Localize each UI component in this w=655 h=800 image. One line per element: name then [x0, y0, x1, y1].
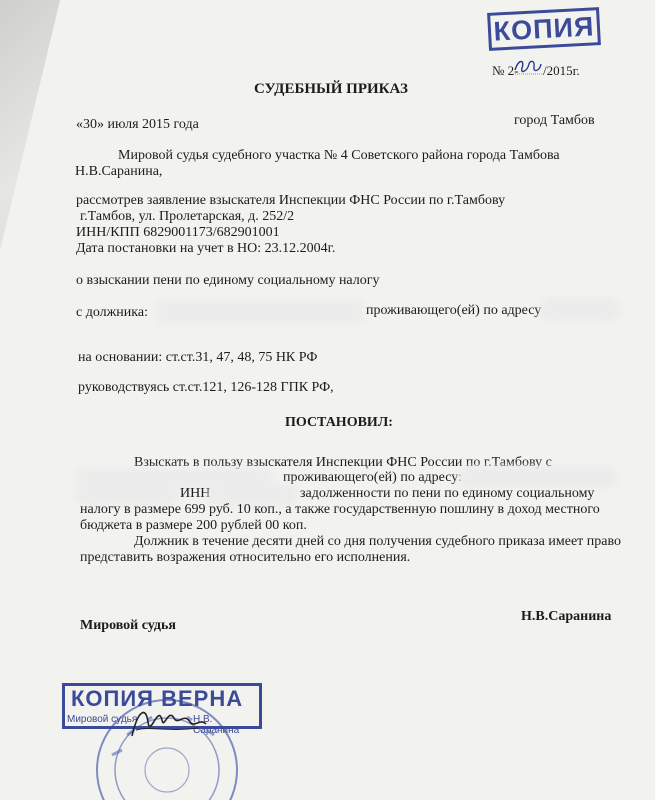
judge-label: Мировой судья — [80, 618, 176, 633]
case-number-suffix: /2015г. — [543, 63, 580, 78]
subject-line: о взыскании пени по единому социальному налогу — [76, 273, 380, 288]
certified-copy-stamp-text: КОПИЯ ВЕРНА — [71, 686, 244, 711]
judge-intro-line1: Мировой судья судебного участка № 4 Советского района города Тамбова — [118, 148, 560, 163]
signature-icon — [128, 700, 208, 745]
guided-by: руководствуясь ст.ст.121, 126-128 ГПК РФ, — [78, 380, 334, 395]
redacted-debtor-address — [545, 302, 615, 318]
order-inn-label: ИНН — [180, 486, 211, 501]
document-date: «30» июля 2015 года — [76, 117, 199, 132]
resolved-heading: ПОСТАНОВИЛ: — [285, 415, 393, 430]
handwritten-case-number — [513, 56, 543, 78]
certified-copy-stamp-role: Мировой судья — [67, 714, 138, 725]
debtor-address-label: проживающего(ей) по адресу — [366, 303, 542, 318]
redacted-order-debtor — [80, 472, 270, 486]
certified-copy-stamp-name: Н.В. Саранина — [193, 714, 240, 736]
order-line4: налогу в размере 699 руб. 10 коп., а также государственную пошлину в доход местного — [80, 502, 600, 517]
order-line1: Взыскать в пользу взыскателя Инспекции ФНС России по г.Тамбову с — [134, 455, 552, 470]
claim-line3: ИНН/КПП 6829001173/682901001 — [76, 225, 280, 240]
copy-stamp-text: КОПИЯ — [492, 10, 596, 47]
document-city: город Тамбов — [514, 113, 595, 128]
order-line5: бюджета в размере 200 рублей 00 коп. — [80, 518, 307, 533]
copy-stamp — [487, 7, 601, 51]
redacted-order-inn — [212, 488, 294, 502]
objection-line1: Должник в течение десяти дней со дня получения судебного приказа имеет право — [134, 534, 622, 549]
redacted-order-address — [462, 470, 612, 484]
redacted-debtor-name — [160, 304, 360, 320]
legal-basis: на основании: ст.ст.31, 47, 48, 75 НК РФ — [78, 350, 318, 365]
case-number-prefix: № 2- — [492, 63, 519, 78]
order-line2: проживающего(ей) по адресу: — [283, 470, 462, 485]
claim-line2: г.Тамбов, ул. Пролетарская, д. 252/2 — [80, 209, 295, 224]
document-title: СУДЕБНЫЙ ПРИКАЗ — [254, 81, 408, 97]
judge-intro-line2: Н.В.Саранина, — [75, 164, 163, 179]
order-line3: задолженности по пени по единому социальному — [300, 486, 595, 501]
debtor-label: с должника: — [76, 305, 148, 320]
objection-line2: представить возражения относительно его исполнения. — [80, 550, 411, 565]
claim-line1: рассмотрев заявление взыскателя Инспекции ФНС России по г.Тамбову — [76, 193, 506, 208]
redacted-order-address-cont — [80, 488, 175, 502]
claim-line4: Дата постановки на учет в НО: 23.12.2004г. — [76, 241, 336, 256]
judge-name: Н.В.Саранина — [521, 609, 612, 624]
